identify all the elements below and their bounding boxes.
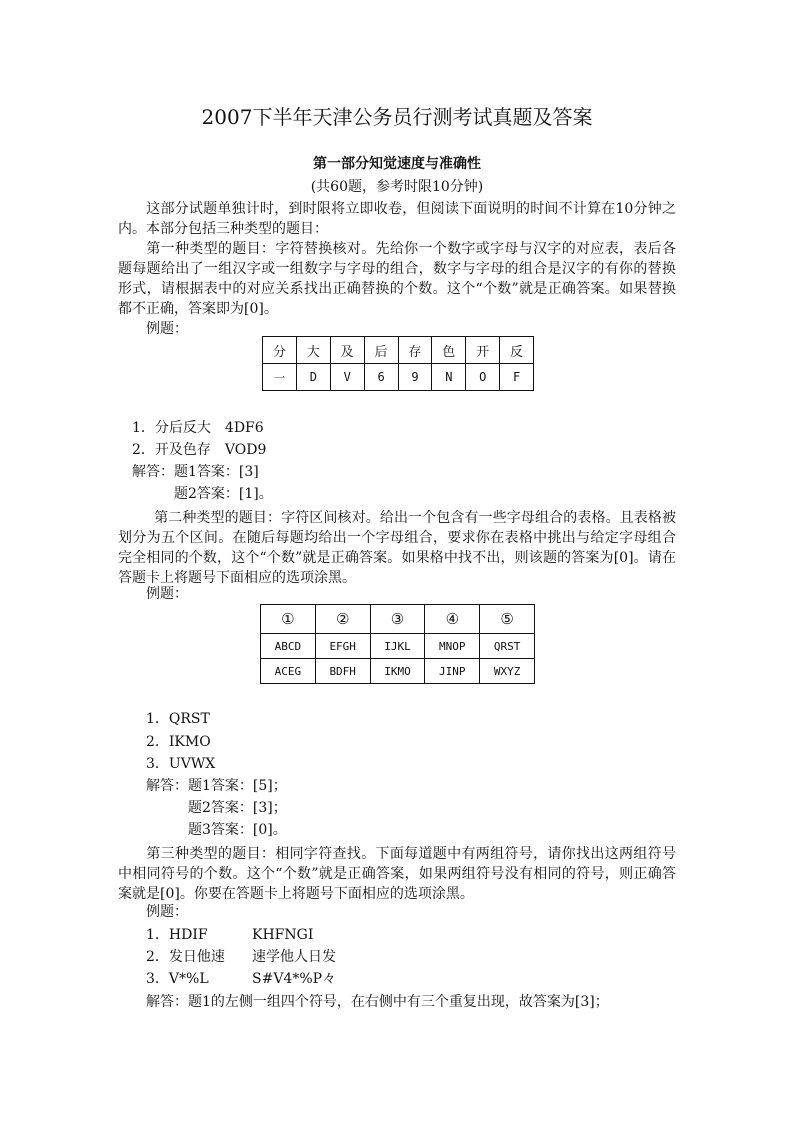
type2-example-label: 例题： <box>146 586 188 602</box>
table-cell: ABCD <box>261 634 316 659</box>
type3-question-1-left: 1．HDIF <box>146 927 208 943</box>
table-cell: QRST <box>480 634 535 659</box>
type1-text: 第一种类型的题目：字符替换核对。先给你一个数字或字母与汉字的对应表，表后各题每题给出了一组汉字或一组数字与字母的组合，数字与字母的组合是汉字的有你的替换形式，请根据表中的对应关系找出正确替换的个数。这个“个数”就是正确答案。如果替换都不正确，答案即为[0]。 <box>118 241 676 317</box>
type3-description <box>118 844 676 904</box>
type2-question-1: 1．QRST <box>146 711 210 727</box>
table-cell: 大 <box>296 337 330 364</box>
table-cell: 9 <box>398 364 432 391</box>
table-cell: BDFH <box>315 659 370 684</box>
table-cell: 后 <box>364 337 398 364</box>
table-cell: IKMO <box>370 659 425 684</box>
table-cell: V <box>330 364 364 391</box>
interval-header-row <box>261 605 535 634</box>
table-cell: O <box>466 364 500 391</box>
type1-question-2: 2．开及色存 VOD9 <box>132 442 267 458</box>
type2-answer-1: 解答：题1答案：[5]； <box>146 778 287 794</box>
table-cell: 一 <box>263 364 297 391</box>
table-cell: D <box>296 364 330 391</box>
mapping-row-chars <box>263 337 534 364</box>
interval-header-4: ④ <box>425 605 480 634</box>
interval-header-3: ③ <box>370 605 425 634</box>
mapping-row-codes <box>263 364 534 391</box>
type1-answer-1: 解答：题1答案：[3] <box>132 464 259 480</box>
type3-example-label: 例题： <box>146 904 188 920</box>
type3-question-3-left: 3．V*%L <box>146 971 209 987</box>
table-cell: MNOP <box>425 634 480 659</box>
type1-answer-2: 题2答案：[1]。 <box>174 486 273 502</box>
type2-question-2: 2．IKMO <box>146 734 211 750</box>
type2-interval-table <box>260 604 535 684</box>
type2-answer-2: 题2答案：[3]； <box>188 800 287 816</box>
table-cell: WXYZ <box>480 659 535 684</box>
table-cell: EFGH <box>315 634 370 659</box>
table-cell: N <box>432 364 466 391</box>
interval-header-2: ② <box>315 605 370 634</box>
type2-answer-3: 题3答案：[0]。 <box>188 822 287 838</box>
intro-paragraph <box>118 199 676 239</box>
type3-question-2-right: 速学他人日发 <box>252 949 336 965</box>
type3-question-1-right: KHFNGI <box>252 927 314 943</box>
type2-description <box>118 508 676 588</box>
table-cell: F <box>500 364 534 391</box>
intro-text: 这部分试题单独计时，到时限将立即收卷，但阅读下面说明的时间不计算在10分钟之内。本部分包括三种类型的题目： <box>118 201 676 237</box>
table-cell: 开 <box>466 337 500 364</box>
interval-header-1: ① <box>261 605 316 634</box>
type3-question-2-left: 2．发日他速 <box>146 949 225 965</box>
interval-row-1 <box>261 634 535 659</box>
table-cell: 反 <box>500 337 534 364</box>
table-cell: ACEG <box>261 659 316 684</box>
document-title: 2007下半年天津公务员行测考试真题及答案 <box>201 105 593 129</box>
table-cell: 存 <box>398 337 432 364</box>
type1-mapping-table <box>262 336 534 391</box>
table-cell: 6 <box>364 364 398 391</box>
section-subtitle: (共60题，参考时限10分钟) <box>310 179 484 195</box>
table-cell: 色 <box>432 337 466 364</box>
interval-header-5: ⑤ <box>480 605 535 634</box>
table-cell: 及 <box>330 337 364 364</box>
type3-answer-1: 解答：题1的左侧一组四个符号，在右侧中有三个重复出现，故答案为[3]； <box>146 994 609 1010</box>
type3-question-3-right: S#V4*%P々 <box>252 971 337 987</box>
type2-question-3: 3．UVWX <box>146 756 216 772</box>
table-cell: JINP <box>425 659 480 684</box>
type2-text: 第二种类型的题目：字符区间核对。给出一个包含有一些字母组合的表格。且表格被划分为五个区间。在随后每题均给出一个字母组合，要求你在表格中挑出与给定字母组合完全相同的个数，这个“个数”就是正确答案。如果格中找不出，则该题的答案为[0]。请在答题卡上将题号下面相应的选项涂黑。 <box>118 510 676 586</box>
type1-description <box>118 239 676 319</box>
table-cell: IJKL <box>370 634 425 659</box>
type1-example-label: 例题： <box>146 321 188 337</box>
interval-row-2 <box>261 659 535 684</box>
type1-question-1: 1．分后反大 4DF6 <box>132 420 264 436</box>
table-cell: 分 <box>263 337 297 364</box>
section-title: 第一部分知觉速度与准确性 <box>313 156 481 172</box>
type3-text: 第三种类型的题目：相同字符查找。下面每道题中有两组符号，请你找出这两组符号中相同符号的个数。这个“个数”就是正确答案，如果两组符号没有相同的符号，则正确答案就是[0]。你要在答题卡上将题号下面相应的选项涂黑。 <box>118 846 676 902</box>
